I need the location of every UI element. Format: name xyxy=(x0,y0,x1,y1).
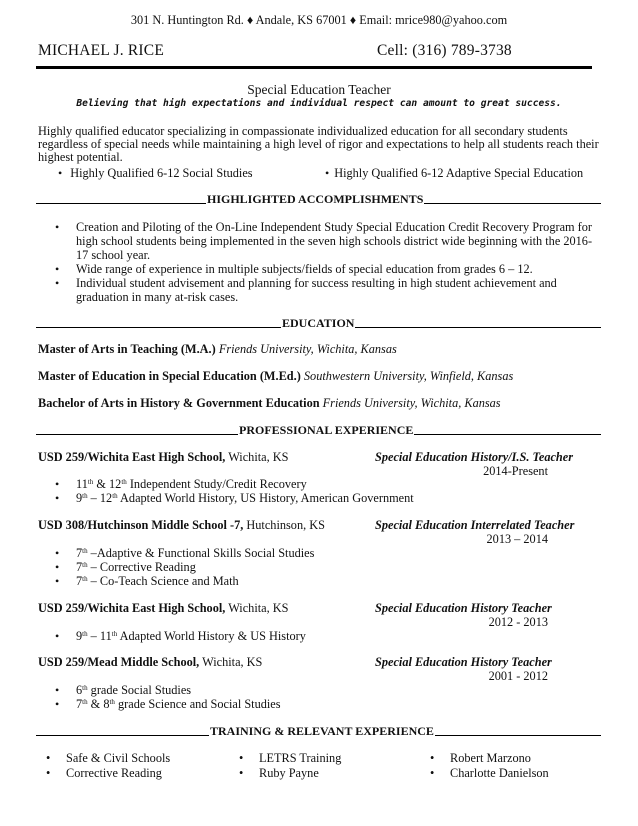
job-role: Special Education History Teacher xyxy=(375,655,552,669)
section-title: EDUCATION xyxy=(282,316,355,330)
degree: Bachelor of Arts in History & Government Education Friends University, Wichita, Kansas xyxy=(38,396,501,410)
employer: USD 308/Hutchinson Middle School -7, xyxy=(38,518,244,532)
list-item: • 9th – 12th Adapted World History, US History, American Government xyxy=(38,491,598,505)
section-heading-training xyxy=(36,724,601,738)
summary-paragraph: Highly qualified educator specializing in compassionate individualized education for all secondary students regardless of special needs while maintaining a high level of rigor and expectations to help all students reach their highest potential. xyxy=(38,124,599,165)
qualification-item: • Highly Qualified 6-12 Adaptive Special Education xyxy=(325,166,584,180)
job-location: Hutchinson, KS xyxy=(243,518,325,532)
job-years: 2014-Present xyxy=(483,464,548,478)
list-item: • 7th – Co-Teach Science and Math xyxy=(38,574,598,588)
list-item: • Safe & Civil Schools xyxy=(38,751,170,766)
list-item: • Wide range of experience in multiple subjects/fields of special education from grades 6 – 12. xyxy=(38,262,604,276)
contact-line: 301 N. Huntington Rd. ♦ Andale, KS 67001 ♦ Email: mrice980@yahoo.com xyxy=(130,13,508,27)
list-item: • LETRS Training xyxy=(231,751,341,766)
section-title: PROFESSIONAL EXPERIENCE xyxy=(239,423,414,437)
employer: USD 259/Wichita East High School, xyxy=(38,601,226,615)
list-item: • Corrective Reading xyxy=(38,766,170,781)
training-column xyxy=(231,751,341,780)
list-item: • Individual student advisement and planning for success resulting in high student achievement and graduation in many at-risk cases. xyxy=(38,276,604,304)
job-role: Special Education History Teacher xyxy=(375,601,552,615)
list-item: • 9th – 11th Adapted World History & US History xyxy=(38,629,598,643)
list-item: • Creation and Piloting of the On-Line Independent Study Special Education Credit Recovery Program for high school students being implemented in the seven high schools district wide beginning with the 2016-17 school year. xyxy=(38,220,604,262)
list-item: • 6th grade Social Studies xyxy=(38,683,598,697)
list-item: • Ruby Payne xyxy=(231,766,341,781)
qualification-item: • Highly Qualified 6-12 Social Studies xyxy=(58,166,253,180)
job-years: 2012 - 2013 xyxy=(488,615,548,629)
list-item: • 7th & 8th grade Science and Social Studies xyxy=(38,697,598,711)
job-location: Wichita, KS xyxy=(225,450,289,464)
list-item: • 7th –Adaptive & Functional Skills Social Studies xyxy=(38,546,598,560)
job-location: Wichita, KS xyxy=(199,655,263,669)
section-title: TRAINING & RELEVANT EXPERIENCE xyxy=(210,724,434,738)
job-years: 2001 - 2012 xyxy=(488,669,548,683)
job-duties xyxy=(38,629,598,643)
job-role: Special Education Interrelated Teacher xyxy=(375,518,575,532)
training-column xyxy=(422,751,549,780)
degree: Master of Arts in Teaching (M.A.) Friends University, Wichita, Kansas xyxy=(38,342,397,356)
job-location: Wichita, KS xyxy=(225,601,289,615)
list-item: • 11th & 12th Independent Study/Credit Recovery xyxy=(38,477,598,491)
section-heading-accomplishments xyxy=(36,192,601,206)
list-item: • Robert Marzono xyxy=(422,751,549,766)
job-role: Special Education History/I.S. Teacher xyxy=(375,450,574,464)
list-item: • 7th – Corrective Reading xyxy=(38,560,598,574)
section-title: HIGHLIGHTED ACCOMPLISHMENTS xyxy=(207,192,424,206)
cell-phone: Cell: (316) 789-3738 xyxy=(377,42,512,59)
job-duties xyxy=(38,683,598,711)
job-duties xyxy=(38,477,598,505)
employer: USD 259/Wichita East High School, xyxy=(38,450,226,464)
candidate-name: MICHAEL J. RICE xyxy=(38,42,164,59)
section-heading-education xyxy=(36,316,601,330)
employer: USD 259/Mead Middle School, xyxy=(38,655,200,669)
job-duties xyxy=(38,546,598,588)
job-years: 2013 – 2014 xyxy=(486,532,548,546)
degree: Master of Education in Special Education (M.Ed.) Southwestern University, Winfield, Kansas xyxy=(38,369,514,383)
position-title: Special Education Teacher xyxy=(247,82,391,97)
list-item: • Charlotte Danielson xyxy=(422,766,549,781)
section-heading-experience xyxy=(36,423,601,437)
accomplishments-list xyxy=(38,220,604,304)
training-column xyxy=(38,751,170,780)
header-rule xyxy=(36,66,592,69)
tagline: Believing that high expectations and individual respect can amount to great success. xyxy=(76,98,562,109)
